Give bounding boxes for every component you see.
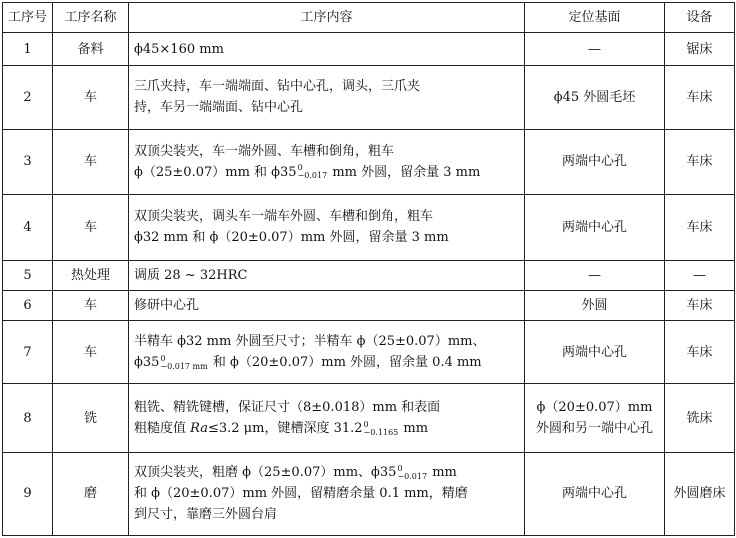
step-content: ϕ45×160 mm bbox=[129, 33, 525, 66]
content-text: mm 外圆，留余量 3 mm bbox=[332, 164, 481, 180]
equipment: 车床 bbox=[665, 290, 735, 320]
step-name: 车 bbox=[53, 320, 129, 383]
locating-datum: ϕ45 外圆毛坯 bbox=[525, 66, 665, 129]
equipment: 铣床 bbox=[665, 384, 735, 453]
step-no: 6 bbox=[3, 290, 53, 320]
step-content-line: ϕ32 mm 和 ϕ（20±0.07）mm 外圆，留余量 3 mm bbox=[134, 230, 449, 246]
table-row bbox=[3, 320, 735, 383]
equipment: 车床 bbox=[665, 195, 735, 260]
header-step-content: 工序内容 bbox=[129, 3, 525, 33]
locating-datum: 两端中心孔 bbox=[525, 320, 665, 383]
header-step-no: 工序号 bbox=[3, 3, 53, 33]
process-table bbox=[2, 2, 735, 536]
content-text: ≤3.2 μm，键槽深度 31.2 bbox=[207, 421, 363, 436]
tolerance bbox=[298, 164, 328, 180]
step-content-line: 半精车 ϕ32 mm 外圆至尺寸；半精车 ϕ（25±0.07）mm、 bbox=[134, 334, 486, 350]
content-text: mm bbox=[432, 465, 457, 481]
step-content: 调质 28 ~ 32HRC bbox=[129, 260, 525, 290]
table-row bbox=[3, 195, 735, 260]
content-text: 双顶尖装夹，粗磨 ϕ（25±0.07）mm、ϕ35 bbox=[134, 465, 397, 481]
header-locating-datum: 定位基面 bbox=[525, 3, 665, 33]
table-row bbox=[3, 452, 735, 535]
content-text: 粗糙度值 bbox=[134, 421, 191, 436]
equipment: — bbox=[665, 260, 735, 290]
content-text: ϕ（25±0.07）mm 和 ϕ35 bbox=[134, 164, 297, 180]
content-text: 和 ϕ（20±0.07）mm 外圆，留余量 0.4 mm bbox=[212, 355, 482, 371]
step-content-line bbox=[134, 352, 519, 373]
step-content bbox=[129, 320, 525, 383]
locating-datum: — bbox=[525, 33, 665, 66]
tolerance-upper: 0 bbox=[160, 353, 166, 363]
step-content-line: 持，车另一端端面、钻中心孔 bbox=[134, 100, 304, 116]
step-name: 车 bbox=[53, 129, 129, 194]
header-step-name: 工序名称 bbox=[53, 3, 129, 33]
step-no: 8 bbox=[3, 384, 53, 453]
equipment: 车床 bbox=[665, 129, 735, 194]
locating-datum-line: 外圆和另一端中心孔 bbox=[535, 421, 653, 436]
locating-datum: 两端中心孔 bbox=[525, 195, 665, 260]
step-content-line bbox=[134, 162, 519, 183]
header-equipment: 设备 bbox=[665, 3, 735, 33]
tolerance bbox=[160, 355, 207, 371]
step-content bbox=[129, 384, 525, 453]
tolerance-lower: −0.1165 bbox=[363, 427, 399, 437]
step-content bbox=[129, 452, 525, 535]
table-row bbox=[3, 33, 735, 66]
step-content-line bbox=[134, 462, 519, 483]
step-content bbox=[129, 129, 525, 194]
tolerance bbox=[364, 421, 399, 437]
step-no: 2 bbox=[3, 66, 53, 129]
locating-datum bbox=[525, 384, 665, 453]
equipment: 车床 bbox=[665, 66, 735, 129]
step-name: 热处理 bbox=[53, 260, 129, 290]
step-no: 7 bbox=[3, 320, 53, 383]
step-no: 3 bbox=[3, 129, 53, 194]
table-row bbox=[3, 290, 735, 320]
tolerance-upper: 0 bbox=[397, 463, 403, 473]
roughness-symbol: Ra bbox=[190, 421, 208, 436]
locating-datum: — bbox=[525, 260, 665, 290]
step-no: 9 bbox=[3, 452, 53, 535]
step-name: 车 bbox=[53, 290, 129, 320]
step-content bbox=[129, 66, 525, 129]
equipment: 外圆磨床 bbox=[665, 452, 735, 535]
step-content-line: 双顶尖装夹，调头车一端车外圆、车槽和倒角，粗车 bbox=[134, 209, 434, 225]
locating-datum: 外圆 bbox=[525, 290, 665, 320]
step-content bbox=[129, 195, 525, 260]
table-row bbox=[3, 260, 735, 290]
step-name: 磨 bbox=[53, 452, 129, 535]
table-row bbox=[3, 66, 735, 129]
step-content-line: 三爪夹持，车一端端面、钻中心孔，调头，三爪夹 bbox=[134, 79, 421, 95]
step-no: 1 bbox=[3, 33, 53, 66]
table-row bbox=[3, 384, 735, 453]
step-content-line: 到尺寸，靠磨三外圆台肩 bbox=[134, 507, 278, 523]
locating-datum: 两端中心孔 bbox=[525, 129, 665, 194]
step-content-line: 粗铣、精铣键槽，保证尺寸（8±0.018）mm 和表面 bbox=[134, 400, 441, 415]
equipment: 车床 bbox=[665, 320, 735, 383]
step-content-line: 和 ϕ（20±0.07）mm 外圆，留精磨余量 0.1 mm，精磨 bbox=[134, 486, 468, 502]
header-row bbox=[3, 3, 735, 33]
step-no: 5 bbox=[3, 260, 53, 290]
tolerance-lower: −0.017 bbox=[397, 471, 428, 481]
table-row bbox=[3, 129, 735, 194]
step-content: 修研中心孔 bbox=[129, 290, 525, 320]
step-content-line: 双顶尖装夹，车一端外圆、车槽和倒角，粗车 bbox=[134, 143, 395, 159]
tolerance-lower: −0.017 mm bbox=[160, 361, 208, 371]
tolerance-lower: −0.017 bbox=[297, 171, 328, 181]
locating-datum: 两端中心孔 bbox=[525, 452, 665, 535]
step-name: 车 bbox=[53, 195, 129, 260]
content-text: ϕ35 bbox=[134, 355, 160, 371]
tolerance-upper: 0 bbox=[363, 419, 369, 429]
content-text: mm bbox=[403, 421, 429, 436]
step-content-line bbox=[134, 418, 519, 439]
equipment: 锯床 bbox=[665, 33, 735, 66]
tolerance-upper: 0 bbox=[297, 163, 303, 173]
step-name: 车 bbox=[53, 66, 129, 129]
tolerance bbox=[397, 465, 427, 481]
step-name: 备料 bbox=[53, 33, 129, 66]
step-name: 铣 bbox=[53, 384, 129, 453]
locating-datum-line: ϕ（20±0.07）mm bbox=[536, 400, 653, 415]
step-no: 4 bbox=[3, 195, 53, 260]
